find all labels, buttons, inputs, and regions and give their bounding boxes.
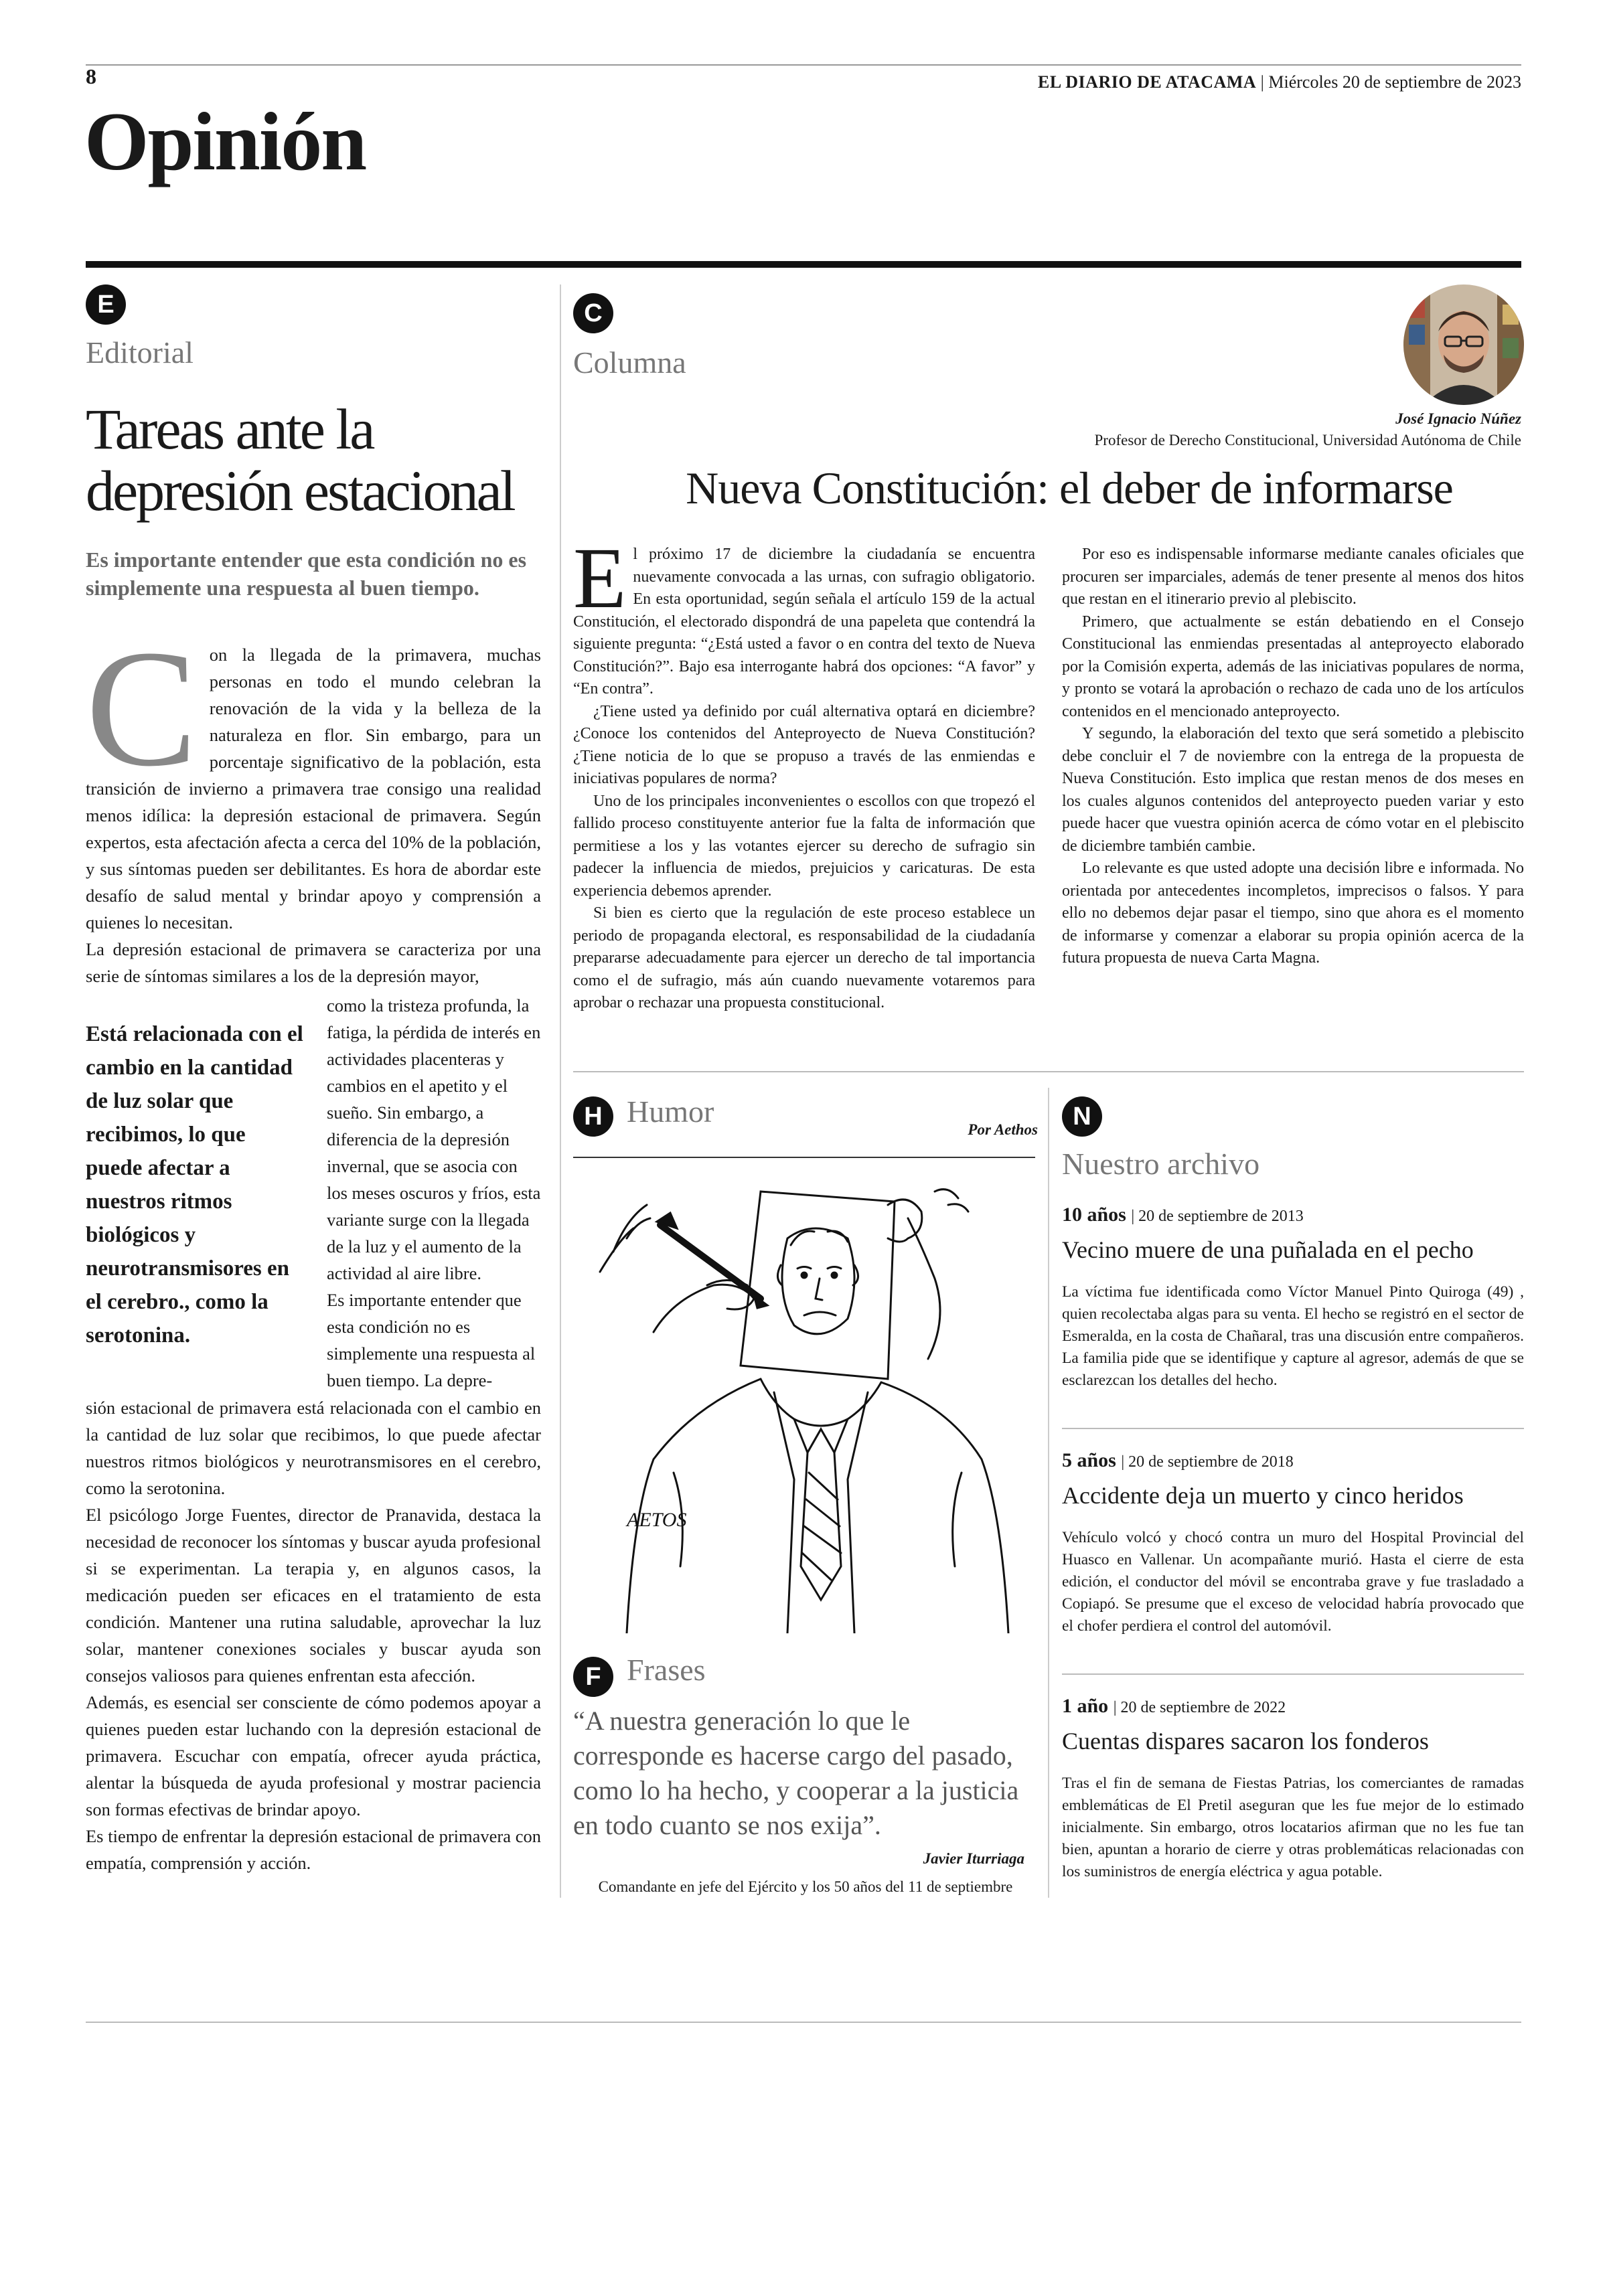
column-paragraph-7: Y segundo, la elaboración del texto que será sometido a plebiscito debe concluir el 7 de noviembre con la entrega de la propuesta de Nueva Constitución. Esto implica que restan menos de dos meses en los cuales algunos contenidos del anteproyecto pueden variar y esto puede hacer que vuestra opinión acerca de cómo votar en el plebiscito de diciembre también cambie. bbox=[1062, 725, 1524, 855]
column-paragraph-6: Primero, que actualmente se están debatiendo en el Consejo Constitucional las enmiendas presentadas al anteproyecto elaborado por la Comisión experta, además de las iniciativas populares de norma, y pronto se votará la aprobación o rechazo de cada uno de los artículos contenidos en el mencionado anteproyecto. bbox=[1062, 612, 1524, 720]
masthead bbox=[1038, 72, 1521, 92]
editorial-paragraph-2a: La depresión estacional de primavera se caracteriza por una serie de síntomas similares a los de la depresión mayor, bbox=[86, 939, 541, 986]
humor-rule bbox=[573, 1157, 1035, 1158]
archivo-date: | 20 de septiembre de 2018 bbox=[1121, 1453, 1294, 1471]
author-portrait-icon bbox=[1403, 284, 1524, 405]
archivo-title: Cuentas dispares sacaron los fonderos bbox=[1062, 1728, 1429, 1754]
archivo-item bbox=[1062, 1695, 1524, 1883]
bottom-rule bbox=[86, 2022, 1521, 2023]
archivo-body: Vehículo volcó y chocó contra un muro del Hospital Provincial del Huasco en Vallenar. Un acompañante murió. Hasta el cierre de esta edición, el conductor del móvil se encontraba grave y fue trasladado a Copiapó. Se presume que el exceso de velocidad habría provocado que el chofer perdiera el control del automóvil. bbox=[1062, 1529, 1524, 1635]
page-number: 8 bbox=[86, 64, 96, 88]
editorial-paragraph-2b: como la tristeza profunda, la fatiga, la pérdida de interés en actividades placenteras y cambios en el apetito y el sueño. Sin embargo, a diferencia de la depresión invernal, que se asocia con los meses oscuros y fríos, esta variante surge con la llegada de la luz y el aumento de la actividad al aire libre. bbox=[327, 995, 541, 1283]
humor-kicker: Humor bbox=[627, 1094, 714, 1129]
editorial-paragraph-3a: Es importante entender que esta condición no es simplemente una respuesta al buen tiempo. La depre- bbox=[327, 1290, 536, 1390]
issue-date: | Miércoles 20 de septiembre de 2023 bbox=[1260, 72, 1521, 92]
archivo-rule bbox=[1062, 1673, 1524, 1675]
editorial-pull-quote: Está relacionada con el cambio en la cantidad de luz solar que recibimos, lo que puede afectar a nuestros ritmos biológicos y neurotransmisores en el cerebro., como la serotonina. bbox=[86, 1022, 303, 1347]
editorial-paragraph-1: on la llegada de la primavera, muchas personas en todo el mundo celebran la renovación de la vida y la belleza de la naturaleza en flor. Sin embargo, para un porcentaje significativo de la población, esta transición de invierno a primavera trae consigo una realidad menos idílica: la depresión estacional de primavera. Según expertos, esta afectación afecta a cerca del 10% de la población, y sus síntomas pueden ser debilitantes. Es hora de abordar este desafío de salud mental y brindar apoyo y comprensión a quienes lo necesitan. bbox=[86, 645, 541, 932]
editorial-headline-line1: Tareas ante la bbox=[86, 397, 374, 461]
frases-kicker: Frases bbox=[627, 1653, 706, 1687]
editorial-headline-line2: depresión estacional bbox=[86, 459, 514, 523]
frases-quote: “A nuestra generación lo que le corresponde es hacerse cargo del pasado, como lo ha hecho, y cooperar a la justicia en todo cuanto se nos exija”. bbox=[573, 1706, 1019, 1840]
column-paragraph-2: ¿Tiene usted ya definido por cuál alternativa optará en diciembre? ¿Conoce los contenidos del Anteproyecto de Nueva Constitución? ¿Tiene noticia de lo que se propuso a través de las enmiendas e iniciativas populares de norma? bbox=[573, 702, 1035, 787]
column-paragraph-1: l próximo 17 de diciembre la ciudadanía se encuentra nuevamente convocada a las urnas, con sufragio obligatorio. En esta oportunidad, según señala el artículo 159 de la actual Constitución, el electorado dispondrá de una papeleta que contendrá la siguiente pregunta: “¿Está usted a favor o en contra del texto de Nueva Constitución?”. Bajo esa interrogante habrá dos opciones: “A favor” y “En contra”. bbox=[573, 546, 1035, 698]
column-text-right bbox=[1062, 544, 1524, 970]
column-paragraph-3: Uno de los principales inconvenientes o escollos con que tropezó el fallido proceso constituyente anterior fue la falta de información que permitiese a los y las votantes ejercer su derecho de sufragio sin padecer la influencia de miedos, prejuicios y caricaturas. De esta experiencia debemos aprender. bbox=[573, 792, 1035, 900]
editorial-badge: E bbox=[86, 284, 126, 325]
column-author bbox=[1095, 408, 1521, 451]
archivo-item bbox=[1062, 1449, 1524, 1637]
column-badge: C bbox=[573, 293, 613, 333]
column-headline: Nueva Constitución: el deber de informarse bbox=[686, 463, 1453, 513]
archivo-badge: N bbox=[1062, 1096, 1102, 1137]
archivo-title: Vecino muere de una puñalada en el pecho bbox=[1062, 1236, 1474, 1263]
editorial-headline bbox=[86, 398, 541, 521]
cartoon bbox=[573, 1165, 1035, 1633]
editorial-body-side bbox=[327, 992, 541, 1394]
archivo-title: Accidente deja un muerto y cinco heridos bbox=[1062, 1482, 1464, 1509]
editorial-lead: Es importante entender que esta condición no es simplemente una respuesta al buen tiempo. bbox=[86, 548, 527, 600]
archivo-years: 10 años bbox=[1062, 1204, 1126, 1226]
cartoon-drawing-icon bbox=[573, 1165, 1035, 1633]
column-paragraph-8: Lo relevante es que usted adopte una decisión libre e informada. No orientada por antecedentes incompletos, imprecisos o falsos. Y para ello no debemos dejar pasar el tiempo, sino que ahora es el momento de informarse y comenzar a elaborar su propia opinión acerca de la futura propuesta de nueva Carta Magna. bbox=[1062, 859, 1524, 967]
cartoon-signature: AETOS bbox=[627, 1509, 687, 1531]
paper-name: EL DIARIO DE ATACAMA bbox=[1038, 72, 1257, 92]
column-text-left bbox=[573, 530, 1035, 1015]
top-rule bbox=[86, 64, 1521, 66]
column-kicker: Columna bbox=[573, 345, 686, 380]
editorial-paragraph-3b: sión estacional de primavera está relacionada con el cambio en la cantidad de luz solar que recibimos, lo que puede afectar nuestros ritmos biológicos y neurotransmisores en el cerebro, como la serotonina. bbox=[86, 1398, 541, 1498]
archivo-rule bbox=[1062, 1428, 1524, 1429]
archivo-body: La víctima fue identificada como Víctor Manuel Pinto Quiroga (49) , quien recolectaba algas para su venta. El hecho se registró en el sector de Esmeralda, en la costa de Chañaral, tras una discusión entre compañeros. La familia pide que se identifique y capture al agresor, además de que se esclarezcan los detalles del hecho. bbox=[1062, 1283, 1524, 1389]
author-role: Profesor de Derecho Constitucional, Universidad Autónoma de Chile bbox=[1094, 432, 1521, 448]
column-paragraph-4: Si bien es cierto que la regulación de este proceso establece un periodo de propaganda electoral, es responsabilidad de la ciudadanía prepararse adecuadamente para ejercer un derecho de tal importancia como el de sufragio, más aún cuando nuevamente votaremos para aprobar o rechazar una propuesta constitucional. bbox=[573, 904, 1035, 1011]
humor-badge: H bbox=[573, 1096, 613, 1137]
archivo-years: 1 año bbox=[1062, 1695, 1109, 1717]
frases-author-role: Comandante en jefe del Ejército y los 50 años del 11 de septiembre bbox=[598, 1878, 1013, 1895]
frases-badge: F bbox=[573, 1657, 613, 1697]
section-title: Opinión bbox=[84, 96, 366, 187]
archivo-date: | 20 de septiembre de 2022 bbox=[1113, 1699, 1286, 1716]
column-divider-right bbox=[1048, 1088, 1049, 1898]
author-name: José Ignacio Núñez bbox=[1395, 410, 1521, 427]
column-paragraph-5: Por eso es indispensable informarse mediante canales oficiales que procuren ser imparciales, además de tener presente al menos dos hitos que restan en el itinerario previo al plebiscito. bbox=[1062, 546, 1524, 608]
archivo-item bbox=[1062, 1204, 1524, 1392]
editorial-dropcap: C bbox=[86, 616, 198, 801]
editorial-paragraph-5: Además, es esencial ser consciente de cómo podemos apoyar a quienes pueden estar luchando con la depresión estacional de primavera. Escuchar con empatía, ofrecer ayuda práctica, alentar la búsqueda de ayuda profesional y mostrar paciencia son formas efectivas de brindar apoyo. bbox=[86, 1692, 541, 1819]
frases-author: Javier Iturriaga bbox=[923, 1850, 1024, 1867]
column-dropcap: E bbox=[573, 530, 627, 627]
column-divider-left bbox=[560, 284, 561, 1898]
archivo-date: | 20 de septiembre de 2013 bbox=[1131, 1208, 1304, 1225]
editorial-body-top bbox=[86, 616, 541, 989]
editorial-kicker: Editorial bbox=[86, 335, 194, 370]
humor-byline: Por Aethos bbox=[968, 1121, 1038, 1138]
column-bottom-rule bbox=[573, 1071, 1524, 1072]
author-photo bbox=[1403, 284, 1524, 405]
archivo-kicker: Nuestro archivo bbox=[1062, 1147, 1260, 1181]
editorial-paragraph-6: Es tiempo de enfrentar la depresión estacional de primavera con empatía, comprensión y acción. bbox=[86, 1826, 541, 1873]
editorial-body-bottom bbox=[86, 1394, 541, 1876]
archivo-years: 5 años bbox=[1062, 1449, 1116, 1471]
archivo-body: Tras el fin de semana de Fiestas Patrias, los comerciantes de ramadas emblemáticas de El Pretil aseguran que les fue mejor de lo estimado inicialmente. Sin embargo, otros locatarios afirman que no les fue tan bien, apuntan a horario de cierre y otras problemáticas relacionadas con los suministros de energía eléctrica y agua potable. bbox=[1062, 1775, 1524, 1880]
section-rule bbox=[86, 261, 1521, 268]
editorial-paragraph-4: El psicólogo Jorge Fuentes, director de Pranavida, destaca la necesidad de reconocer los síntomas y buscar ayuda profesional si se experimentan. La terapia y, en algunos casos, la medicación pueden ser eficaces en el tratamiento de esta condición. Mantener una rutina saludable, aprovechar la luz solar, mantener conexiones sociales y buscar ayuda son consejos valiosos para quienes enfrentan esta afección. bbox=[86, 1505, 541, 1686]
